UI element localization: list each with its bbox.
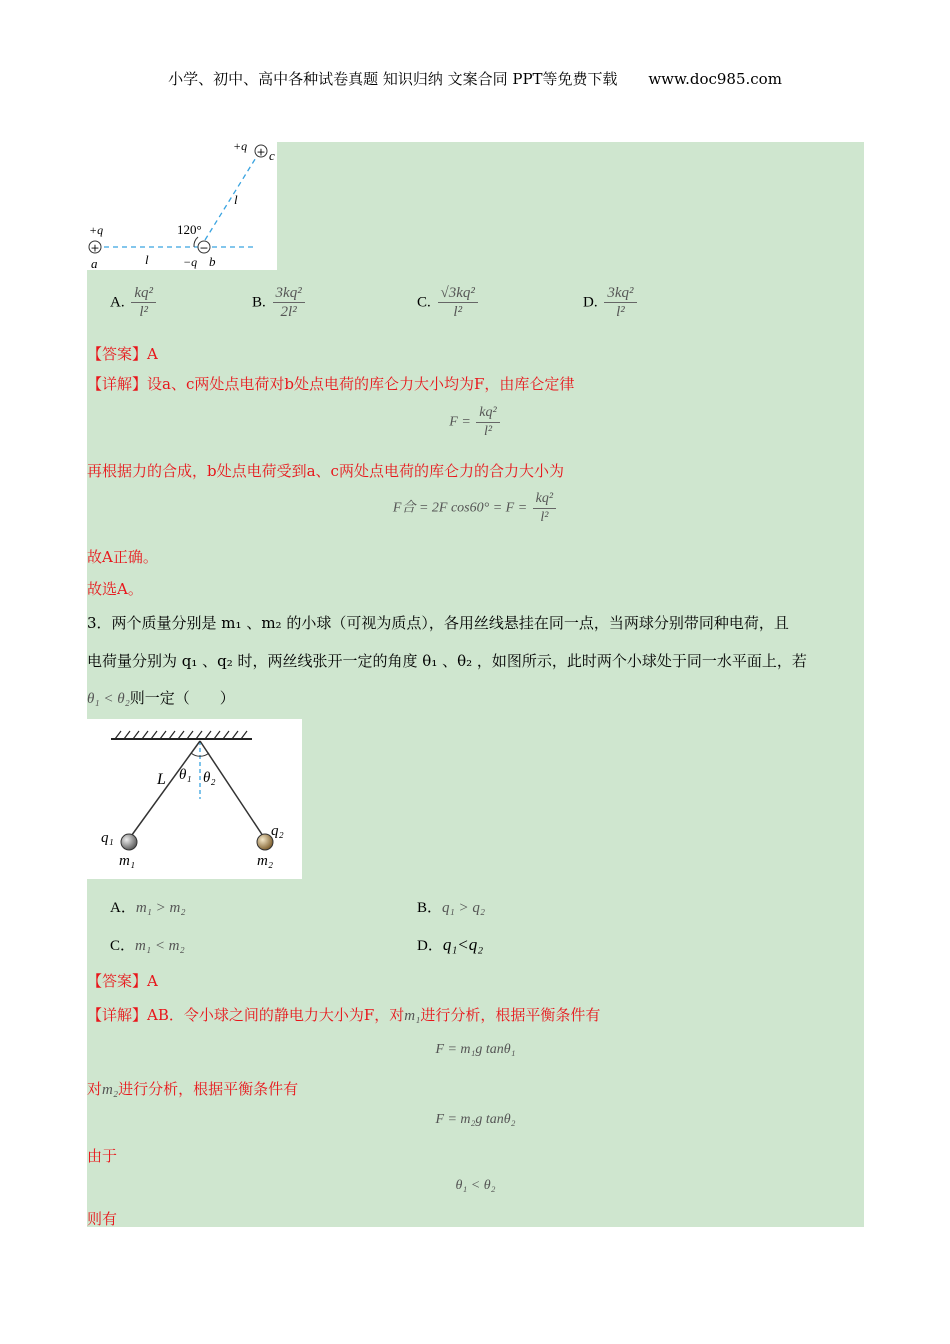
q2-option-b xyxy=(252,284,307,321)
stem-text: 则一定（ ） xyxy=(129,689,235,707)
charge-diagram xyxy=(87,142,277,270)
label-m1: m₁ xyxy=(119,853,136,869)
label-l-bottom: l xyxy=(145,252,149,267)
option-label: A. xyxy=(110,294,125,311)
denominator: l² xyxy=(483,424,493,439)
label-q1: q₁ xyxy=(101,830,114,846)
q2-conclusion-2: 故选A。 xyxy=(87,580,143,598)
svg-text:+: + xyxy=(90,241,100,255)
option-text: m₁ > m₂ xyxy=(135,900,186,916)
header-text: 小学、初中、高中各种试卷真题 知识归纳 文案合同 PPT等免费下载 xyxy=(168,70,618,88)
pendulum-figure xyxy=(87,719,302,879)
q2-option-d xyxy=(583,284,639,321)
q3-detail-line-2 xyxy=(87,1078,298,1099)
q2-equation-1 xyxy=(87,404,864,441)
detail-math: m₁ xyxy=(404,1008,421,1024)
q3-stem-line-1: 3．两个质量分别是 m₁ 、m₂ 的小球（可视为质点），各用丝线悬挂在同一点，当两球分别带同种电荷，且 xyxy=(87,614,789,632)
q3-detail-line-1 xyxy=(87,1004,600,1025)
q3-stem-line-2: 电荷量分别为 q₁ 、q₂ 时，两丝线张开一定的角度 θ₁ 、θ₂ ，如图所示，此时两个小球处于同一水平面上，若 xyxy=(87,652,807,670)
q3-equation-2: F = m₂g tanθ₂ xyxy=(435,1112,516,1127)
option-label: C. xyxy=(417,294,431,311)
label-m2: m₂ xyxy=(257,853,274,869)
detail-text: 设a、c两处点电荷对b处点电荷的库仑力大小均为F，由库仑定律 xyxy=(147,375,575,393)
numerator: 3kq² xyxy=(604,284,636,303)
label-theta1: θ₁ xyxy=(179,767,192,783)
label-plus-q-a: +q xyxy=(89,223,104,237)
equation-lhs: F = xyxy=(449,414,471,430)
charge-diagram-figure xyxy=(87,142,277,270)
label-b: b xyxy=(209,254,216,269)
equation-lhs: F合 = 2F cos60° = F = xyxy=(392,500,528,516)
q3-detail-line-3: 由于 xyxy=(87,1147,118,1165)
q2-conclusion-1: 故A正确。 xyxy=(87,548,158,566)
page-header xyxy=(0,68,950,89)
denominator: l² xyxy=(540,510,549,525)
detail-text: 进行分析，根据平衡条件有 xyxy=(420,1006,601,1024)
option-fraction xyxy=(131,284,156,321)
label-q2: q₂ xyxy=(271,823,284,839)
q3-option-a xyxy=(110,896,186,917)
label-l-top: l xyxy=(234,192,238,207)
numerator: √3kq² xyxy=(438,284,478,303)
option-fraction xyxy=(438,284,478,321)
detail-text: AB．令小球之间的静电力大小为F，对 xyxy=(147,1006,405,1024)
numerator: 3kq² xyxy=(273,284,305,303)
option-label: D. xyxy=(583,294,598,311)
option-label: D． xyxy=(417,938,443,954)
option-text: q₁ > q₂ xyxy=(442,900,486,916)
equation-fraction xyxy=(533,490,556,527)
detail-text: 对 xyxy=(87,1080,103,1098)
option-label: B． xyxy=(417,900,443,916)
q3-answer: 【答案】A xyxy=(87,972,158,990)
detail-tag: 【详解】 xyxy=(87,1006,148,1024)
equation-fraction xyxy=(476,404,499,441)
option-fraction xyxy=(604,284,636,321)
label-L: L xyxy=(157,771,166,788)
detail-text: 进行分析，根据平衡条件有 xyxy=(118,1080,299,1098)
option-text: m₁ < m₂ xyxy=(135,938,185,954)
q2-detail-line-1 xyxy=(87,373,574,394)
stem-math: θ₁ < θ₂ xyxy=(87,691,130,707)
denominator: l² xyxy=(616,304,625,320)
option-fraction xyxy=(273,284,305,321)
q3-detail-line-4: 则有 xyxy=(87,1210,118,1228)
svg-text:+: + xyxy=(256,145,266,159)
option-label: B. xyxy=(252,294,266,311)
q3-equation-3: θ₁ < θ₂ xyxy=(455,1178,496,1193)
denominator: l² xyxy=(139,304,149,320)
numerator: kq² xyxy=(476,404,499,423)
option-label: C． xyxy=(110,938,136,954)
q3-stem-line-3 xyxy=(87,687,235,708)
q2-option-c xyxy=(417,284,480,321)
q3-option-b xyxy=(417,896,485,917)
detail-math: m₂ xyxy=(102,1082,119,1098)
q2-option-a xyxy=(110,284,158,321)
label-a: a xyxy=(91,256,98,270)
answer-panel xyxy=(87,142,864,1227)
numerator: kq² xyxy=(131,284,156,303)
label-angle: 120° xyxy=(177,222,202,237)
q2-answer: 【答案】A xyxy=(87,345,158,363)
label-plus-q-c: +q xyxy=(233,142,248,153)
denominator: l² xyxy=(453,304,463,320)
q2-equation-2 xyxy=(87,490,864,527)
denominator: 2l² xyxy=(280,304,297,320)
svg-text:−: − xyxy=(199,241,209,255)
ball-1-icon xyxy=(121,834,137,850)
q2-detail-line-2: 再根据力的合成，b处点电荷受到a、c两处点电荷的库仑力的合力大小为 xyxy=(87,462,564,480)
option-label: A． xyxy=(110,900,136,916)
detail-tag: 【详解】 xyxy=(87,375,148,393)
option-text: q₁<q₂ xyxy=(442,935,484,954)
q3-option-c xyxy=(110,934,185,955)
numerator: kq² xyxy=(533,490,556,509)
label-minus-q: −q xyxy=(183,255,198,269)
q3-option-d xyxy=(417,934,483,955)
pendulum-diagram xyxy=(87,719,302,879)
q3-equation-1: F = m₁g tanθ₁ xyxy=(435,1042,516,1057)
label-theta2: θ₂ xyxy=(203,770,216,786)
label-c: c xyxy=(269,148,275,163)
header-url: www.doc985.com xyxy=(648,70,782,88)
